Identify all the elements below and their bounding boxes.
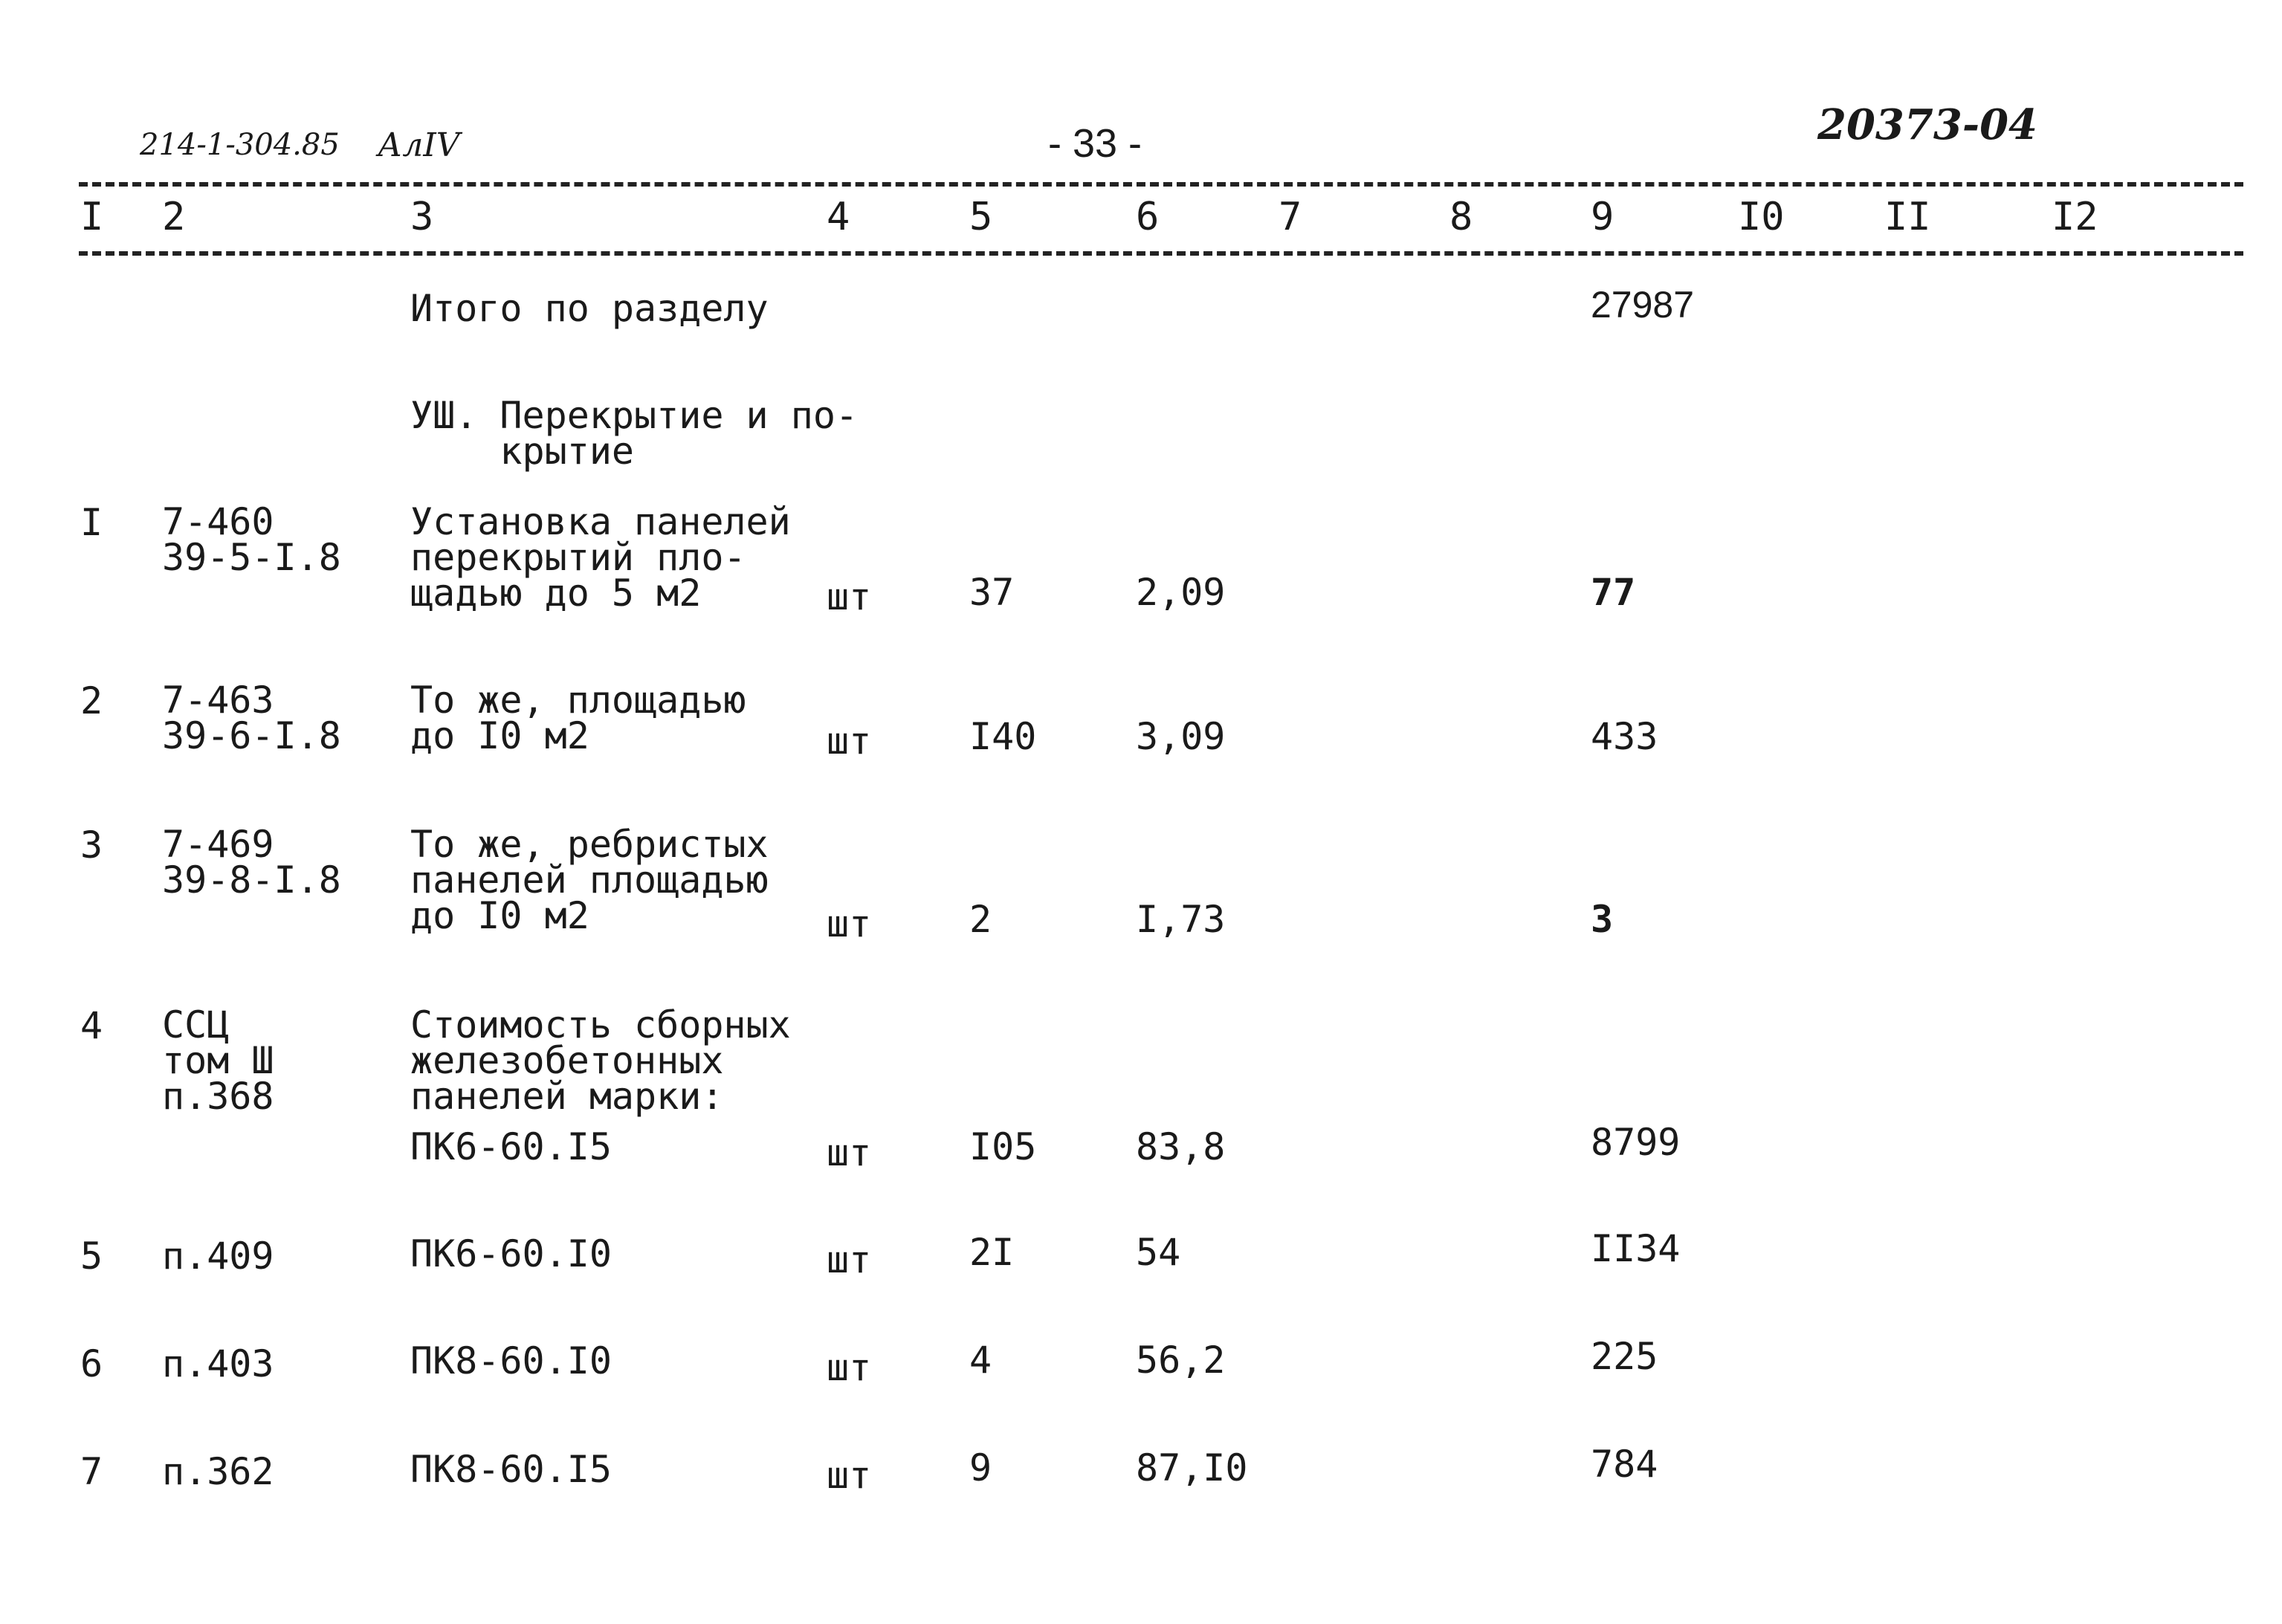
col-header-5: 5 (969, 195, 993, 239)
row-price: 83,8 (1136, 1125, 1226, 1168)
header-rule-top (79, 182, 2243, 187)
col-header-3: 3 (410, 195, 434, 239)
row-qty: 2 (969, 898, 992, 941)
row-qty: 37 (969, 571, 1015, 614)
row-qty: 9 (969, 1446, 992, 1489)
row-number: 7 (80, 1450, 103, 1493)
row-qty: 4 (969, 1339, 992, 1382)
row-total: II34 (1591, 1227, 1681, 1270)
row-unit: шт (827, 902, 872, 945)
stamp-number: 20373-04 (1817, 100, 2037, 149)
row-total: 77 (1591, 571, 1636, 614)
row-price: 3,09 (1136, 715, 1226, 758)
row-price: 54 (1136, 1231, 1181, 1274)
row-price: 87,I0 (1136, 1446, 1248, 1489)
col-header-12: I2 (2052, 195, 2098, 239)
col-header-9: 9 (1591, 195, 1614, 239)
row-code: п.403 (162, 1342, 274, 1385)
row-price: 56,2 (1136, 1339, 1226, 1382)
row-price: I,73 (1136, 898, 1226, 941)
col-header-4: 4 (827, 195, 850, 239)
col-header-8: 8 (1449, 195, 1473, 239)
row-code: 7-469 39-8-I.8 (162, 823, 341, 902)
row-code: п.362 (162, 1450, 274, 1493)
row-code: 7-460 39-5-I.8 (162, 500, 341, 579)
row-total: 433 (1591, 715, 1658, 758)
col-header-11: II (1884, 195, 1931, 239)
row-name: ПК6-60.I0 (410, 1232, 612, 1275)
row-number: 5 (80, 1235, 103, 1278)
doc-code: 214-1-304.85 (140, 128, 340, 162)
row-code: ССЦ том Ш п.368 (162, 1003, 274, 1118)
row-total: 225 (1591, 1335, 1658, 1378)
row-subname: ПК6-60.I5 (410, 1125, 612, 1168)
col-header-6: 6 (1136, 195, 1160, 239)
row-price: 2,09 (1136, 571, 1226, 614)
page-number: - 33 - (1048, 121, 1142, 166)
row-total: 3 (1591, 898, 1614, 941)
section-total-value: 27987 (1591, 284, 1695, 326)
row-code: п.409 (162, 1235, 274, 1278)
row-name: То же, площадью до I0 м2 (410, 679, 746, 757)
row-name: ПК8-60.I5 (410, 1448, 612, 1491)
row-total: 8799 (1591, 1121, 1681, 1164)
row-name: ПК8-60.I0 (410, 1339, 612, 1382)
row-name: Установка панелей перекрытий пло- щадью до 5 м2 (410, 500, 791, 615)
row-number: 2 (80, 679, 103, 722)
row-unit: шт (827, 1238, 872, 1281)
row-unit: шт (827, 719, 872, 763)
col-header-1: I (80, 195, 104, 239)
row-number: 6 (80, 1342, 103, 1385)
row-qty: I40 (969, 715, 1037, 758)
row-code: 7-463 39-6-I.8 (162, 679, 341, 757)
row-number: 3 (80, 824, 103, 867)
album-label: АлIV (378, 126, 460, 164)
row-unit: шт (827, 1454, 872, 1497)
row-total: 784 (1591, 1443, 1658, 1486)
row-number: 4 (80, 1004, 103, 1047)
row-qty: 2I (969, 1231, 1015, 1274)
col-header-10: I0 (1738, 195, 1785, 239)
row-number: I (80, 501, 103, 544)
section-total-label: Итого по разделу (410, 287, 769, 330)
row-unit: шт (827, 1131, 872, 1174)
col-header-2: 2 (162, 195, 186, 239)
section-title: УШ. Перекрытие и по- крытие (410, 394, 859, 473)
row-unit: шт (827, 575, 872, 618)
row-name: То же, ребристых панелей площадью до I0 м2 (410, 823, 769, 937)
col-header-7: 7 (1279, 195, 1302, 239)
header-rule-bottom (79, 251, 2243, 256)
row-qty: I05 (969, 1125, 1037, 1168)
row-unit: шт (827, 1346, 872, 1389)
row-name: Стоимость сборных железобетонных панелей марки: (410, 1003, 791, 1118)
